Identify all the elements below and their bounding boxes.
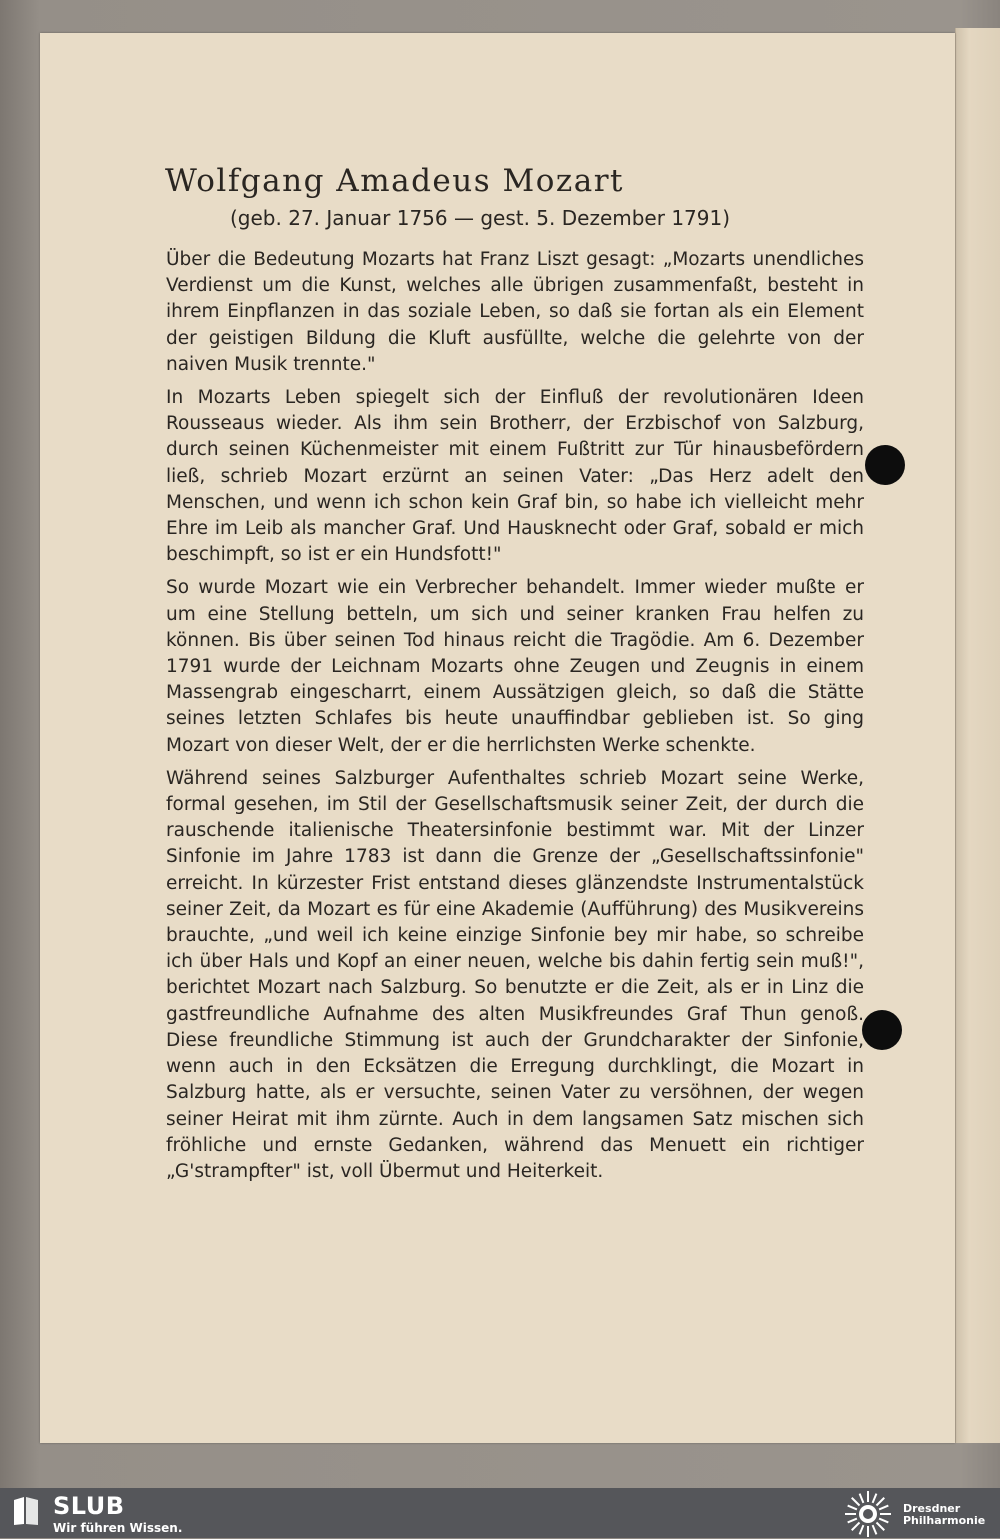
page-title: Wolfgang Amadeus Mozart	[165, 163, 624, 199]
paragraph-1: Über die Bedeutung Mozarts hat Franz Liszt gesagt: „Mozarts unendliches Verdienst um die Kunst, welches alle übrigen zusammenfaßt, besteht in ihrem Einpflanzen in das soziale Leben, so daß sie fortan als ein Element der geistigen Bildung die Kluft ausfüllte, welche die gelehrte von der naiven Musik trennte."	[166, 249, 864, 375]
punch-hole-upper	[865, 445, 905, 485]
philharmonie-sunburst-icon	[843, 1489, 893, 1539]
partner-name[interactable]	[903, 1503, 985, 1527]
partner-name-line1: Dresdner	[903, 1502, 961, 1515]
library-tagline: Wir führen Wissen.	[53, 1521, 183, 1535]
punch-hole-lower	[862, 1010, 902, 1050]
footer-bar	[0, 1488, 1000, 1538]
partner-name-line2: Philharmonie	[903, 1514, 986, 1527]
paragraph-2: In Mozarts Leben spiegelt sich der Einfluß der revolutionären Ideen Rousseaus wieder. Als ihm sein Brotherr, der Erzbischof von Salzburg, durch seinen Küchenmeister mit einem Fußtritt zur Tür hinausbefördern ließ, schrieb Mozart erzürnt an seinen Vater: „Das Herz adelt den Menschen, und wenn ich schon kein Graf bin, so habe ich vielleicht mehr Ehre im Leib als mancher Graf. Und Hausknecht oder Graf, sobald er mich beschimpft, so ist er ein Hundsfott!"	[166, 387, 864, 566]
adjacent-page-edge	[955, 28, 1000, 1443]
library-name[interactable]: SLUB	[53, 1492, 125, 1520]
page-subtitle: (geb. 27. Januar 1756 — gest. 5. Dezember 1791)	[230, 206, 731, 230]
slub-book-icon	[12, 1496, 40, 1526]
paragraph-3: So wurde Mozart wie ein Verbrecher behandelt. Immer wieder mußte er um eine Stellung betteln, um sich und seiner kranken Frau helfen zu können. Bis über seinen Tod hinaus reicht die Tragödie. Am 6. Dezember 1791 wurde der Leichnam Mozarts ohne Zeugen und Zeugnis in einem Massengrab eingescharrt, einem Aussätzigen gleich, so daß die Stätte seines letzten Schlafes bis heute unauffindbar geblieben ist. So ging Mozart von dieser Welt, der er die herrlichsten Werke schenkte.	[166, 577, 864, 756]
paragraph-4: Während seines Salzburger Aufenthaltes schrieb Mozart seine Werke, formal gesehen, im Stil der Gesellschaftsmusik seiner Zeit, der durch die rauschende italienische Theatersinfonie bestimmt war. Mit der Linzer Sinfonie im Jahre 1783 ist dann die Grenze der „Gesellschaftssinfonie" erreicht. In kürzester Frist entstand dieses glänzendste Instrumentalstück seiner Zeit, da Mozart es für eine Akademie (Aufführung) des Musikvereins brauchte, „und weil ich keine einzige Sinfonie bey mir habe, so schreibe ich über Hals und Kopf an einer neuen, welche bis dahin fertig sein muß!", berichtet Mozart nach Salzburg. So benutzte er die Zeit, als er in Linz die gastfreundliche Aufnahme des alten Musikfreundes Graf Thun genoß. Diese freundliche Stimmung ist auch der Grundcharakter der Sinfonie, wenn auch in den Ecksätzen die Erregung durchklingt, die Mozart in Salzburg hatte, als er versuchte, seinen Vater zu versöhnen, der wegen seiner Heirat mit ihm zürnte. Auch in dem langsamen Satz mischen sich fröhliche und ernste Gedanken, während das Menuett ein richtiger „G'strampfter" ist, voll Übermut und Heiterkeit.	[166, 767, 864, 1182]
article-body	[166, 247, 864, 1192]
